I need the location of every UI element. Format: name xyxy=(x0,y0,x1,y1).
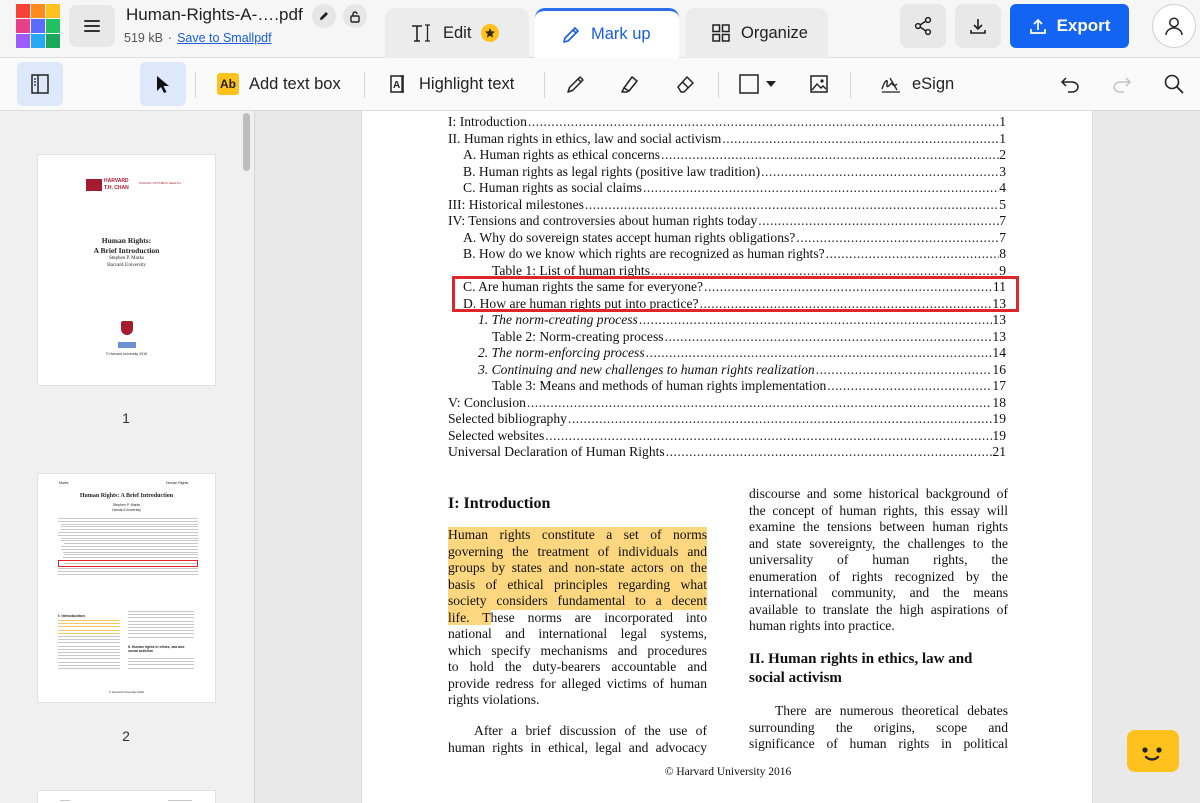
toc-entry[interactable] xyxy=(492,378,1006,394)
toc-entry-page: 19 xyxy=(992,427,1006,443)
logo-tile xyxy=(46,34,60,48)
thumbnail-text-line xyxy=(58,518,198,519)
paragraph-line: human rights into practice. xyxy=(749,618,895,633)
thumbnail-text-line xyxy=(128,614,194,615)
thumbnail-text-line xyxy=(58,655,120,656)
thumbnail-text-line xyxy=(58,665,120,666)
toc-leader-dots xyxy=(796,230,999,246)
toc-entry[interactable] xyxy=(478,312,1006,328)
highlight-text-icon xyxy=(389,73,409,95)
toc-entry[interactable] xyxy=(448,213,1006,229)
toc-entry-title: Table 2: Norm-creating process xyxy=(492,328,664,344)
highlighted-line xyxy=(448,560,707,577)
page-number-1: 1 xyxy=(122,410,130,426)
paragraph-line: the concept of human rights, this essay will xyxy=(749,502,1008,518)
search-icon xyxy=(1163,73,1185,95)
thumbnail-text-line xyxy=(58,568,198,569)
toc-entry-page: 21 xyxy=(992,444,1006,459)
paragraph-line: national and international legal systems, xyxy=(448,626,707,641)
thumbnail-text-line xyxy=(58,521,198,522)
logo-tile xyxy=(16,4,30,18)
sidebar-scrollbar-thumb[interactable] xyxy=(243,113,250,171)
help-bot-icon[interactable] xyxy=(1127,730,1179,772)
user-icon xyxy=(1163,15,1185,37)
account-button[interactable] xyxy=(1152,4,1196,48)
highlight-text-label: Highlight text xyxy=(419,74,515,93)
thumb2-section-2: II. Human rights in ethics, law and social activism xyxy=(128,645,185,653)
paragraph-line: available to translate the high aspirations of xyxy=(749,601,1008,617)
thumbnail-text-line xyxy=(58,571,198,572)
sidebar-icon xyxy=(29,73,51,95)
thumbnail-text-line xyxy=(128,611,194,612)
thumbnail-text-line xyxy=(63,557,198,558)
toc-entry[interactable] xyxy=(463,230,1006,246)
logo-tile xyxy=(16,19,30,33)
toc-leader-dots xyxy=(816,362,993,378)
thumbnail-text-line xyxy=(58,623,120,624)
text-box-icon: Ab xyxy=(217,73,239,95)
page-thumbnail-2[interactable] xyxy=(38,474,215,702)
red-rectangle-annotation[interactable] xyxy=(452,276,1019,312)
toc-entry-title: Table 3: Means and methods of human rights implementation xyxy=(492,378,827,393)
thumbnail-text-line xyxy=(61,524,198,525)
thumb2-affiliation: Harvard University xyxy=(112,508,141,512)
download-button[interactable] xyxy=(955,4,1001,48)
document-viewport[interactable] xyxy=(256,111,1200,803)
highlight-mark[interactable]: Human rights constitute a set of norms xyxy=(448,527,707,542)
toc-leader-dots xyxy=(568,411,992,427)
highlight-mark[interactable]: society considers fundamental to a decent xyxy=(448,593,707,608)
thumbnail-text-line xyxy=(64,543,198,544)
toc-entry-page: 13 xyxy=(992,295,1006,311)
shape-tool-dropdown[interactable] xyxy=(738,62,776,106)
toc-entry-title: C. Human rights as social claims xyxy=(463,180,642,195)
paragraph-line: rights violations. xyxy=(448,692,540,707)
select-tool-button[interactable] xyxy=(140,62,186,106)
thumbnail-text-line xyxy=(58,646,120,647)
thumbnail-text-line xyxy=(58,532,198,533)
thumb2-red-box xyxy=(58,560,198,567)
paragraph-line: surrounding the origins, scope and xyxy=(749,719,1008,735)
logo-tile xyxy=(31,4,45,18)
pen-icon xyxy=(561,25,581,45)
toc-entry-page: 5 xyxy=(999,196,1006,212)
file-size: 519 kB xyxy=(124,31,163,45)
paragraph-line: provide redress for alleged victims of human xyxy=(448,675,707,691)
paragraph-line: significance of human rights in political xyxy=(749,736,1008,751)
toc-entry-page: 8 xyxy=(999,246,1006,261)
thumbnail-text-line xyxy=(58,633,120,634)
page-number-2: 2 xyxy=(122,728,130,744)
esign-label: eSign xyxy=(912,74,955,93)
mixed-highlight-line xyxy=(448,610,707,627)
toc-entry-page: 16 xyxy=(992,361,1006,377)
after-paragraph xyxy=(448,723,707,756)
redo-button[interactable] xyxy=(1099,62,1145,106)
pencil-tool-button[interactable] xyxy=(553,62,599,106)
toc-entry[interactable] xyxy=(448,444,1006,460)
toc-entry-title: 3. Continuing and new challenges to human rights realization xyxy=(478,361,815,377)
paragraph-line: to hold the duty-bearers accountable and xyxy=(448,659,707,674)
toc-entry-title: A. Human rights as ethical concerns xyxy=(463,147,661,162)
text-cursor-icon xyxy=(411,23,433,43)
tab-edit-label: Edit xyxy=(443,23,472,42)
intro-heading: I: Introduction xyxy=(448,495,551,512)
highlight-mark[interactable]: basis of ethical principles regarding what xyxy=(448,576,707,592)
thumbnail-text-line xyxy=(128,664,194,665)
toc-leader-dots xyxy=(643,180,999,196)
upload-icon xyxy=(1029,17,1047,35)
cover-seal-icon xyxy=(121,321,133,335)
cover-school: SCHOOL OF PUBLIC HEALTH xyxy=(139,181,181,185)
thumbnail-text-line xyxy=(58,630,120,631)
toc-entry-page: 18 xyxy=(992,394,1006,410)
save-to-smallpdf-link[interactable]: Save to Smallpdf xyxy=(177,31,272,45)
tab-organize[interactable] xyxy=(685,8,828,58)
toc-entry-title: V: Conclusion xyxy=(448,394,526,410)
cover-author: Stephen P. Marks xyxy=(109,256,144,261)
thumbnail-text-line xyxy=(128,668,194,669)
thumbnail-text-line xyxy=(63,552,198,553)
eraser-tool-button[interactable] xyxy=(662,62,708,106)
square-shape-icon xyxy=(738,73,760,95)
thumbnail-text-line xyxy=(58,662,120,663)
share-icon xyxy=(913,16,933,36)
toc-leader-dots xyxy=(528,114,999,130)
paragraph-line: After a brief discussion of the use of xyxy=(474,723,707,738)
toc-leader-dots xyxy=(827,378,992,394)
toc-entry-title: A. Why do sovereign states accept human rights obligations? xyxy=(463,229,796,245)
thumbnail-text-line xyxy=(58,658,120,659)
cover-title-1: Human Rights: xyxy=(101,236,152,245)
rename-pencil-icon[interactable] xyxy=(312,4,336,28)
toc-leader-dots xyxy=(826,246,1000,262)
sidebar-scrollbar[interactable] xyxy=(240,111,252,803)
add-text-box-label: Add text box xyxy=(249,74,341,93)
thumb2-header-left: Marks xyxy=(59,481,69,485)
toc-leader-dots xyxy=(639,312,993,328)
image-icon xyxy=(809,74,829,94)
toc-entry[interactable] xyxy=(478,362,1006,378)
thumbnail-text-line xyxy=(61,538,198,539)
download-icon xyxy=(968,16,988,36)
thumbnail-text-line xyxy=(58,642,120,643)
cover-badge-icon xyxy=(118,342,136,348)
eraser-icon xyxy=(674,73,696,95)
thumbnail-text-line xyxy=(64,554,198,555)
toc-entry-title: Selected websites xyxy=(448,427,545,443)
toc-entry-title: I: Introduction xyxy=(448,114,527,129)
logo-tile xyxy=(31,19,45,33)
toolbar-divider xyxy=(364,72,365,98)
paragraph-line: international community, and the means xyxy=(749,585,1008,600)
toggle-sidebar-button[interactable] xyxy=(17,62,63,106)
thumbnail-text-line xyxy=(128,630,194,631)
toc-entry-page: 9 xyxy=(999,262,1006,278)
lock-icon[interactable] xyxy=(343,4,367,28)
thumbnail-text-line xyxy=(61,546,198,547)
cover-logo-mid: T.H. CHAN xyxy=(104,185,129,191)
menu-button[interactable] xyxy=(69,5,115,47)
toc-leader-dots xyxy=(666,444,993,460)
highlighter-tool-button[interactable] xyxy=(607,62,653,106)
section-2-heading-line-1: II. Human rights in ethics, law and xyxy=(749,651,973,667)
highlight-mark[interactable]: groups by states and non-state actors on the xyxy=(448,560,707,575)
tab-organize-label: Organize xyxy=(741,23,808,42)
pencil-icon xyxy=(565,73,587,95)
logo-tile xyxy=(31,34,45,48)
toc-entry[interactable] xyxy=(492,329,1006,345)
tab-edit[interactable] xyxy=(385,8,529,58)
cursor-arrow-icon xyxy=(154,74,172,94)
svg-text:A: A xyxy=(393,80,401,91)
toc-entry[interactable] xyxy=(448,428,1006,444)
thumb2-author: Stephen P. Marks xyxy=(112,503,141,507)
toc-entry[interactable] xyxy=(448,411,1006,427)
search-button[interactable] xyxy=(1151,62,1197,106)
toolbar-divider xyxy=(850,72,851,98)
toc-entry-page: 3 xyxy=(999,163,1006,179)
cover-title-2: A Brief Introduction xyxy=(93,246,160,255)
premium-star-icon xyxy=(481,24,499,42)
page-thumbnail-3[interactable] xyxy=(38,791,215,803)
toc-entry-title: B. How do we know which rights are recognized as human rights? xyxy=(463,246,825,261)
right-column-paragraph xyxy=(749,486,1008,635)
toc-entry-title: II. Human rights in ethics, law and social activism xyxy=(448,130,722,146)
thumbnail-text-line xyxy=(58,535,198,536)
thumb2-title: Human Rights: A Brief Introduction xyxy=(79,493,174,499)
toolbar-divider xyxy=(195,72,196,98)
thumb2-footer: © Harvard University 2016 xyxy=(108,690,145,694)
toc-entry-title: IV: Tensions and controversies about human rights today xyxy=(448,213,758,228)
thumbnail-text-line xyxy=(61,529,198,530)
thumbnail-text-line xyxy=(128,633,194,634)
add-text-box-button[interactable] xyxy=(217,62,341,106)
logo-tile xyxy=(46,19,60,33)
thumbnail-text-line xyxy=(128,661,194,662)
toc-entry-page: 13 xyxy=(992,312,1006,327)
highlight-mark[interactable]: governing the treatment of individuals and xyxy=(448,543,707,559)
toc-entry-page: 7 xyxy=(999,213,1006,228)
section-2-heading-line-2: social activism xyxy=(749,670,842,686)
paragraph-line: discourse and some historical background of xyxy=(749,486,1008,501)
thumbnail-text-line xyxy=(128,627,194,628)
toc-leader-dots xyxy=(527,395,992,411)
thumbnail-text-line xyxy=(58,574,198,575)
toc-entry-page: 17 xyxy=(992,378,1006,393)
harvard-logo xyxy=(86,179,102,191)
toc-entry-title: C. Are human rights the same for everyone? xyxy=(463,279,704,294)
thumbnail-text-line xyxy=(58,649,120,650)
paragraph-line: examine the tensions between human rights xyxy=(749,519,1008,534)
thumbnail-text-line xyxy=(61,526,198,527)
toc-leader-dots xyxy=(761,164,999,180)
highlighted-line xyxy=(448,527,707,544)
thumb2-header-right: Human Rights xyxy=(166,481,189,485)
highlighted-line xyxy=(448,593,707,610)
export-button[interactable] xyxy=(1010,4,1129,48)
share-button[interactable] xyxy=(900,4,946,48)
caret-down-icon xyxy=(766,81,776,87)
cover-affiliation: Harvard University xyxy=(107,263,146,268)
toolbar-divider xyxy=(718,72,719,98)
thumbnail-text-line xyxy=(58,620,120,621)
highlight-mark[interactable]: life. T xyxy=(448,609,491,625)
undo-icon xyxy=(1059,74,1081,94)
cover-logo-top: HARVARD xyxy=(104,178,129,184)
tab-mark-up-label: Mark up xyxy=(591,25,651,43)
redo-icon xyxy=(1111,74,1133,94)
intro-paragraph xyxy=(448,527,707,709)
paragraph-line: which specify mechanisms and procedures xyxy=(448,642,707,658)
toolbar-divider xyxy=(544,72,545,98)
line-rest: hese norms are incorporated into xyxy=(490,609,708,625)
cover-footer: © Harvard University 2016 xyxy=(105,352,148,356)
toc-entry[interactable] xyxy=(463,246,1006,262)
section-2-heading xyxy=(749,651,1009,687)
thumbnail-text-line xyxy=(128,624,194,625)
toc-entry[interactable] xyxy=(448,395,1006,411)
highlighted-line xyxy=(448,544,707,561)
toc-entry-page: 11 xyxy=(992,279,1006,294)
toc-entry-page: 7 xyxy=(999,229,1006,245)
toc-entry[interactable] xyxy=(463,180,1006,196)
top-bar xyxy=(0,0,1200,58)
markup-toolbar xyxy=(0,58,1200,111)
toc-entry-title: B. Human rights as legal rights (positive law tradition) xyxy=(463,163,761,179)
thumbnail-text-line xyxy=(128,617,194,618)
toc-entry-page: 13 xyxy=(992,328,1006,344)
toc-entry-page: 2 xyxy=(999,147,1006,162)
grid-icon xyxy=(711,23,731,43)
section-2-paragraph xyxy=(749,703,1008,753)
paragraph-line: human rights in ethical, legal and advocacy xyxy=(448,739,707,755)
paragraph-line: There are numerous theoretical debates xyxy=(775,703,1008,718)
paragraph-line: and state sovereignty, the challenges to the xyxy=(749,535,1008,551)
toc-leader-dots xyxy=(646,345,993,361)
toc-entry-title: III: Historical milestones xyxy=(448,196,584,212)
thumbnail-text-line xyxy=(58,636,120,637)
toc-leader-dots xyxy=(585,197,999,213)
toc-entry-title: Universal Declaration of Human Rights xyxy=(448,444,665,459)
toc-leader-dots xyxy=(665,329,993,345)
toc-entry[interactable] xyxy=(448,114,1006,130)
toc-entry-title: D. How are human rights put into practice? xyxy=(463,295,699,311)
toc-entry[interactable] xyxy=(448,197,1006,213)
thumbnail-text-line xyxy=(128,621,194,622)
toc-entry[interactable] xyxy=(448,131,1006,147)
tab-mark-up[interactable] xyxy=(535,8,679,58)
paragraph-line: universality of human rights, the xyxy=(749,552,1008,567)
thumbnail-text-line xyxy=(58,626,120,627)
toc-leader-dots xyxy=(545,428,992,444)
toc-entry[interactable] xyxy=(463,147,1006,163)
signature-icon xyxy=(880,74,902,94)
page-footer: © Harvard University 2016 xyxy=(664,766,792,778)
paragraph-line: enumeration of rights recognized by the xyxy=(749,568,1008,584)
undo-button[interactable] xyxy=(1047,62,1093,106)
toc-entry-page: 4 xyxy=(999,180,1006,195)
pdf-page[interactable] xyxy=(361,111,1093,803)
toc-leader-dots xyxy=(722,131,999,147)
smallpdf-logo-icon[interactable] xyxy=(16,4,60,48)
toc-entry-page: 14 xyxy=(992,345,1006,360)
logo-tile xyxy=(46,4,60,18)
thumb2-section-1: I: Introduction xyxy=(58,613,85,618)
toc-entry-page: 19 xyxy=(992,411,1006,426)
toc-entry-page: 1 xyxy=(999,114,1006,129)
toc-leader-dots xyxy=(661,147,999,163)
file-name[interactable]: Human-Rights-A-….pdf xyxy=(126,5,303,24)
esign-button[interactable] xyxy=(880,62,954,106)
page-thumbnails-sidebar xyxy=(0,111,255,803)
toc-entry[interactable] xyxy=(478,345,1006,361)
insert-image-button[interactable] xyxy=(796,62,842,106)
thumbnail-text-line xyxy=(61,540,198,541)
file-meta: 519 kB · Save to Smallpdf xyxy=(124,31,272,45)
thumbnail-text-line xyxy=(58,652,120,653)
thumbnail-text-line xyxy=(61,549,198,550)
thumbnail-text-line xyxy=(128,637,194,638)
thumbnail-text-line xyxy=(58,639,120,640)
highlighted-line xyxy=(448,577,707,594)
logo-tile xyxy=(16,34,30,48)
thumbnail-text-line xyxy=(58,668,120,669)
highlight-text-button[interactable] xyxy=(389,62,514,106)
toc-entry-page: 1 xyxy=(999,130,1006,146)
toc-entry-title: 2. The norm-enforcing process xyxy=(478,345,645,360)
toc-entry-title: 1. The norm-creating process xyxy=(478,312,638,327)
toc-entry-title: Table 1: List of human rights xyxy=(492,262,650,278)
toc-entry-title: Selected bibliography xyxy=(448,411,567,426)
page-thumbnail-1[interactable] xyxy=(38,155,215,385)
highlighter-icon xyxy=(619,73,641,95)
thumbnail-text-line xyxy=(128,658,194,659)
hamburger-icon xyxy=(84,20,100,32)
toc-entry[interactable] xyxy=(463,164,1006,180)
toc-leader-dots xyxy=(758,213,999,229)
export-label: Export xyxy=(1056,16,1111,35)
